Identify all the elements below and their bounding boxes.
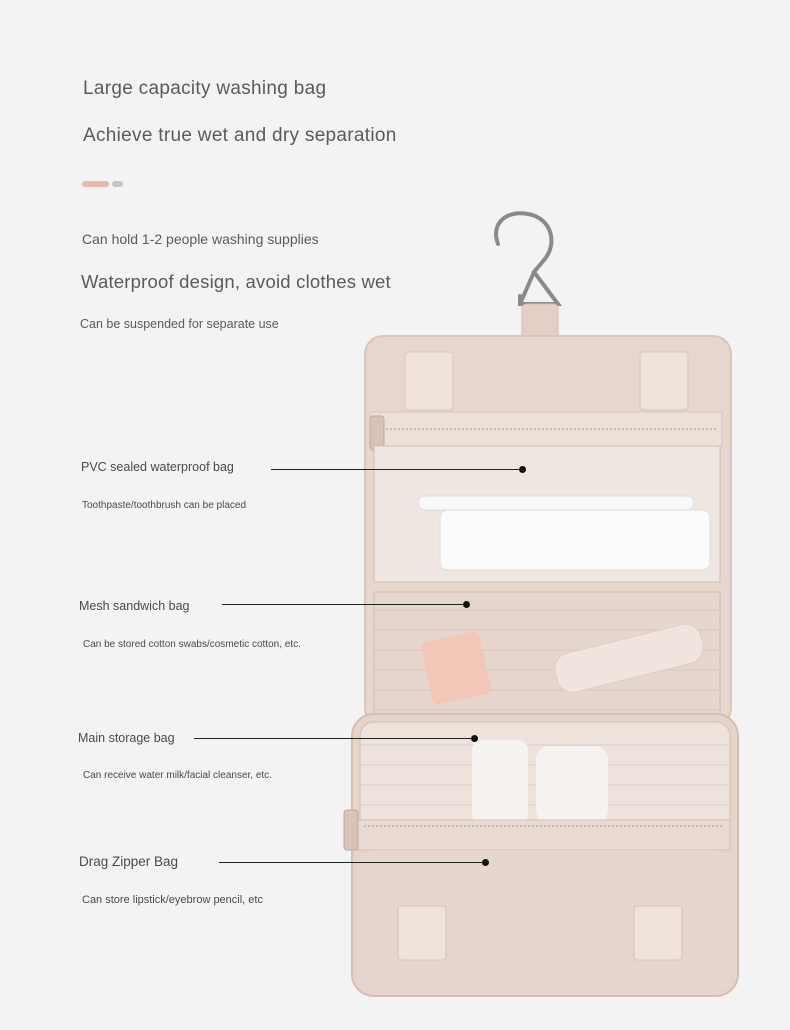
mesh-callout-line	[222, 604, 467, 605]
pager-dot-active	[82, 181, 109, 187]
zipper-pull-front	[344, 810, 358, 850]
main-callout-line	[194, 738, 475, 739]
pvc-callout-point	[519, 466, 526, 473]
suspend-note: Can be suspended for separate use	[80, 317, 279, 331]
hanger-hook	[496, 213, 558, 304]
mesh-callout-point	[463, 601, 470, 608]
drag-callout-point	[482, 859, 489, 866]
zipper-pull	[370, 416, 384, 450]
capacity-note: Can hold 1-2 people washing supplies	[82, 231, 319, 247]
waterproof-headline: Waterproof design, avoid clothes wet	[81, 271, 391, 292]
headline-capacity: Large capacity washing bag	[83, 78, 327, 99]
pvc-callout-line	[271, 469, 523, 470]
headline-separation: Achieve true wet and dry separation	[83, 125, 397, 146]
feature-main-title: Main storage bag	[78, 731, 175, 745]
velcro-patch-bottom-right	[634, 906, 682, 960]
drag-callout-line	[219, 862, 486, 863]
toothpaste-tube	[440, 510, 710, 570]
main-callout-point	[471, 735, 478, 742]
velcro-patch-bottom-left	[398, 906, 446, 960]
cleanser-bottle	[536, 746, 608, 824]
feature-pvc-title: PVC sealed waterproof bag	[81, 460, 234, 474]
feature-drag-title: Drag Zipper Bag	[79, 854, 179, 869]
lotion-bottle	[472, 740, 528, 824]
feature-mesh-title: Mesh sandwich bag	[79, 599, 190, 613]
velcro-patch-right	[640, 352, 688, 410]
feature-drag-desc: Can store lipstick/eyebrow pencil, etc	[82, 894, 263, 906]
feature-main-desc: Can receive water milk/facial cleanser, etc.	[83, 770, 272, 781]
feature-mesh-desc: Can be stored cotton swabs/cosmetic cotton, etc.	[83, 639, 301, 650]
drag-zipper-pocket-zipper	[358, 820, 730, 850]
velcro-patch-left	[405, 352, 453, 410]
toiletry-bag-illustration	[330, 200, 750, 1010]
feature-pvc-desc: Toothpaste/toothbrush can be placed	[82, 500, 247, 511]
pager-dot-inactive	[112, 181, 123, 187]
toothbrush	[418, 496, 694, 510]
